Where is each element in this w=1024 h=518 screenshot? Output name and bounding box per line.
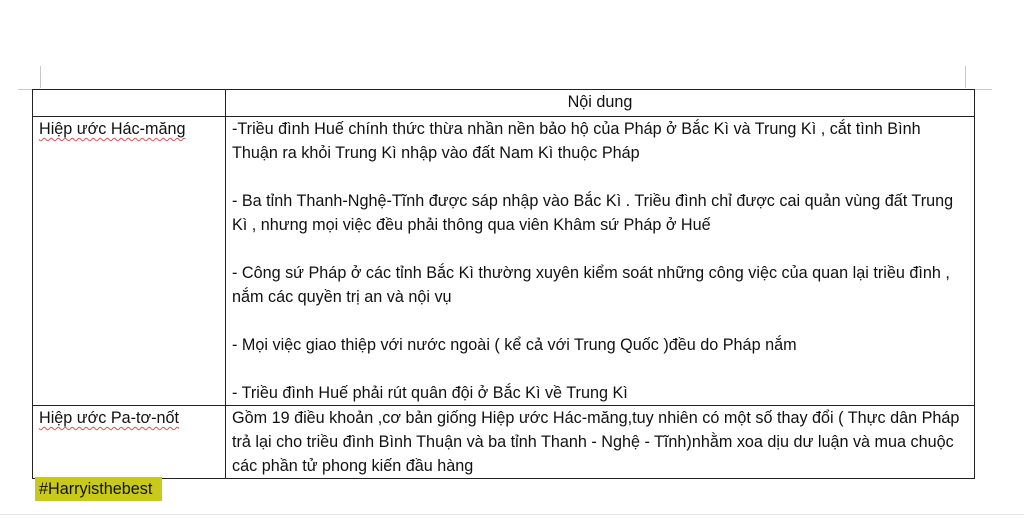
row-title: Hiệp ước Hác-măng xyxy=(39,120,186,138)
margin-mark-top-right-vertical xyxy=(965,66,966,88)
table-row xyxy=(33,117,975,406)
table-header-row xyxy=(33,90,975,117)
blank-line xyxy=(232,309,968,333)
blank-line xyxy=(232,357,968,381)
hashtag-highlight[interactable]: #Harryisthebest xyxy=(35,477,162,501)
paragraph: Gồm 19 điều khoản ,cơ bản giống Hiệp ước Hác-măng,tuy nhiên có một số thay đổi ( Thực dân Pháp trả lại cho triều đình Bình Thuận và ba tỉnh Thanh - Nghệ - Tĩnh)nhằm xoa dịu dư luận và mua chuộc các phần tử phong kiến đầu hàng xyxy=(232,409,960,475)
row-content-cell[interactable] xyxy=(226,406,975,479)
blank-line xyxy=(232,237,968,261)
content-table[interactable] xyxy=(32,89,975,479)
paragraph: - Ba tỉnh Thanh-Nghệ-Tĩnh được sáp nhập vào Bắc Kì . Triều đình chỉ được cai quản vùng đất Trung Kì , nhưng mọi việc đều phải thông qua viên Khâm sứ Pháp ở Huế xyxy=(232,192,954,234)
header-cell-content[interactable]: Nội dung xyxy=(226,90,975,117)
blank-line xyxy=(232,165,968,189)
margin-mark-top-left-vertical xyxy=(40,66,41,88)
paragraph: - Triều đình Huế phải rút quân đội ở Bắc Kì về Trung Kì xyxy=(232,384,628,402)
row-title: Hiệp ước Pa-tơ-nốt xyxy=(39,409,180,427)
row-content-cell[interactable] xyxy=(226,117,975,406)
page-bottom-divider xyxy=(0,514,1024,515)
row-title-cell[interactable] xyxy=(33,117,226,406)
paragraph: - Công sứ Pháp ở các tỉnh Bắc Kì thường xuyên kiểm soát những công việc của quan lại triều đình , nắm các quyền trị an và nội vụ xyxy=(232,264,950,306)
table-row xyxy=(33,406,975,479)
paragraph: -Triều đình Huế chính thức thừa nhần nền bảo hộ của Pháp ở Bắc Kì và Trung Kì , cắt tình Bình Thuận ra khỏi Trung Kì nhập vào đất Nam Kì thuộc Pháp xyxy=(232,120,921,162)
header-cell-empty[interactable] xyxy=(33,90,226,117)
paragraph: - Mọi việc giao thiệp với nước ngoài ( kể cả với Trung Quốc )đều do Pháp nắm xyxy=(232,336,797,354)
row-title-cell[interactable] xyxy=(33,406,226,479)
